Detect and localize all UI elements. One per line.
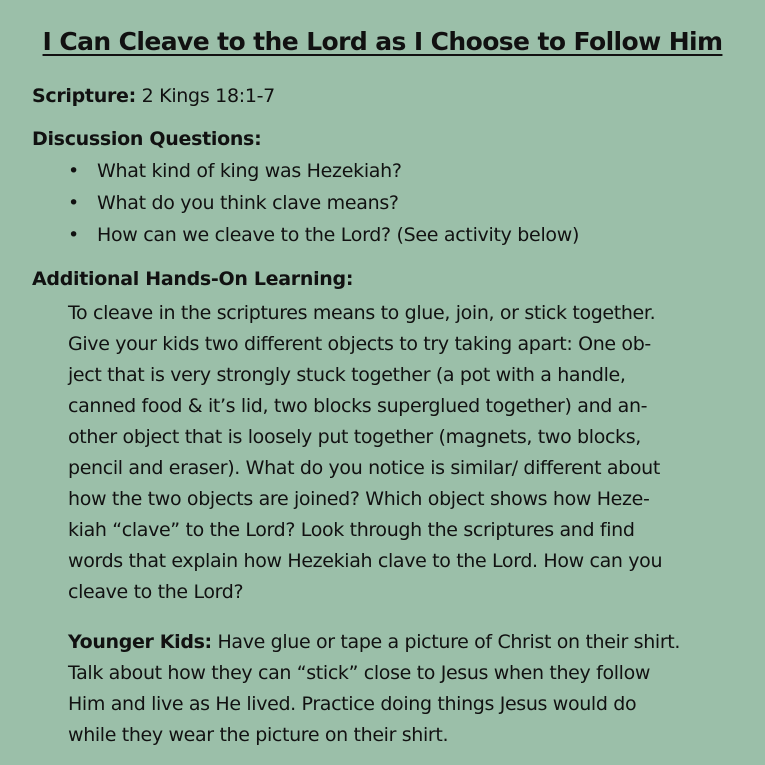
bullet-marker: •: [68, 192, 80, 214]
paragraph-line: cleave to the Lord?: [68, 581, 244, 603]
paragraph-line: ject that is very strongly stuck together (a pot with a handle,: [68, 364, 626, 386]
younger-kids-text: Have glue or tape a picture of Christ on their shirt.: [211, 631, 681, 653]
scripture-line: [32, 85, 275, 107]
question-item: What do you think clave means?: [97, 192, 399, 214]
paragraph-line: words that explain how Hezekiah clave to the Lord. How can you: [68, 550, 663, 572]
bullet-marker: •: [68, 160, 80, 182]
paragraph-line: To cleave in the scriptures means to glue, join, or stick together.: [68, 302, 656, 324]
paragraph-line: Give your kids two different objects to try taking apart: One ob-: [68, 333, 651, 355]
page-title: I Can Cleave to the Lord as I Choose to Follow Him: [42, 27, 723, 56]
question-item: How can we cleave to the Lord? (See activity below): [97, 224, 580, 246]
paragraph-line: canned food & it’s lid, two blocks superglued together) and an-: [68, 395, 648, 417]
discussion-heading: Discussion Questions:: [32, 128, 262, 150]
question-item: What kind of king was Hezekiah?: [97, 160, 402, 182]
paragraph-line: while they wear the picture on their shirt.: [68, 724, 449, 746]
scripture-reference: 2 Kings 18:1-7: [135, 85, 275, 107]
scripture-label: Scripture:: [32, 85, 136, 107]
paragraph-line: [68, 627, 740, 658]
hands-on-paragraph: [68, 298, 740, 608]
paragraph-line: how the two objects are joined? Which object shows how Heze-: [68, 488, 650, 510]
bullet-marker: •: [68, 224, 80, 246]
younger-kids-paragraph: [68, 627, 740, 751]
paragraph-line: Talk about how they can “stick” close to Jesus when they follow: [68, 662, 651, 684]
younger-kids-label: Younger Kids:: [68, 631, 212, 653]
paragraph-line: other object that is loosely put together (magnets, two blocks,: [68, 426, 641, 448]
paragraph-line: Him and live as He lived. Practice doing things Jesus would do: [68, 693, 637, 715]
hands-on-heading: Additional Hands-On Learning:: [32, 268, 354, 290]
paragraph-line: pencil and eraser). What do you notice is similar/ different about: [68, 457, 660, 479]
paragraph-line: kiah “clave” to the Lord? Look through the scriptures and find: [68, 519, 635, 541]
